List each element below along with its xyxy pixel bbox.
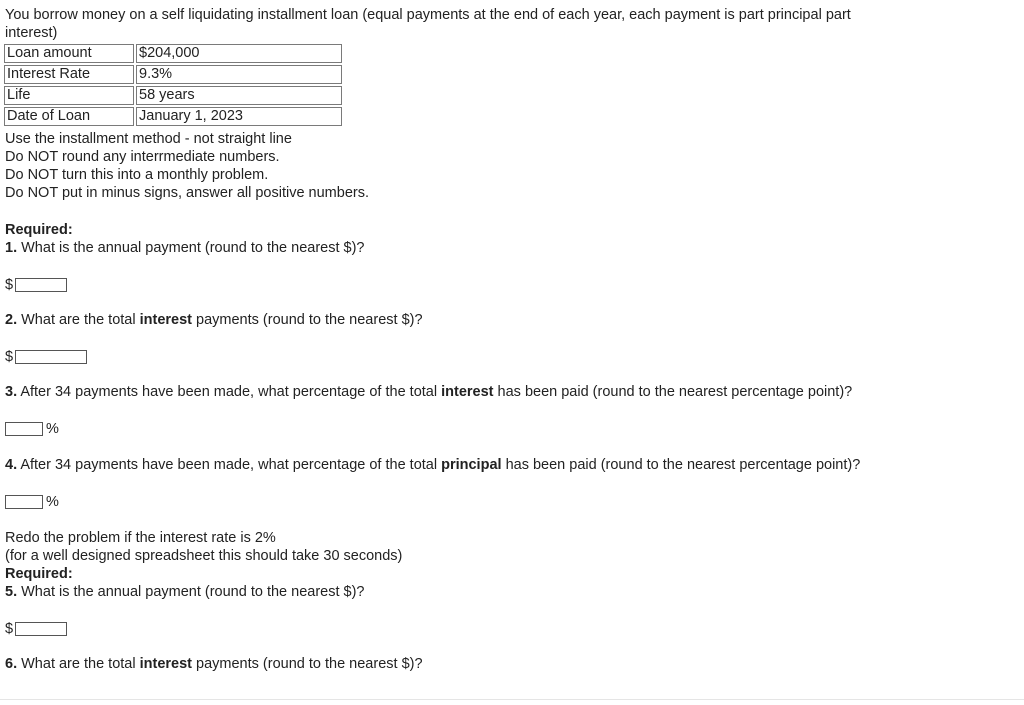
loan-amount-label: Loan amount [4,44,134,63]
required-heading: Required: [5,222,73,238]
percent-sign: % [46,494,59,510]
question-text: What are the total [21,656,136,672]
question-4 [5,456,1004,474]
question-emphasis: interest [139,656,192,672]
bottom-divider [0,699,1024,700]
annual-payment-input[interactable] [15,278,67,292]
table-row [4,86,342,105]
answer-1-row [5,275,1004,295]
dollar-sign: $ [5,349,14,365]
instruction-line: Do NOT round any interrmediate numbers. [5,149,280,165]
question-3 [5,383,1004,401]
loan-details-table [2,42,344,128]
instruction-line: Use the installment method - not straight line [5,131,292,147]
question-number: 2. [5,312,18,328]
question-text: payments (round to the nearest $)? [196,656,423,672]
table-row [4,65,342,84]
intro-line-1: You borrow money on a self liquidating installment loan (equal payments at the end of each year, each payment is part principal part [5,7,851,23]
table-row [4,44,342,63]
question-emphasis: interest [139,312,192,328]
redo-line-2: (for a well designed spreadsheet this should take 30 seconds) [5,548,403,564]
dollar-sign: $ [5,621,14,637]
answer-4-row [5,492,1004,512]
question-text: What is the annual payment (round to the nearest $)? [21,240,365,256]
question-number: 6. [5,656,18,672]
life-value: 58 years [136,86,342,105]
instructions [5,130,1004,202]
interest-rate-label: Interest Rate [4,65,134,84]
required-heading-2: Required: [5,566,73,582]
date-of-loan-label: Date of Loan [4,107,134,126]
life-label: Life [4,86,134,105]
question-emphasis: interest [441,384,494,400]
question-text: has been paid (round to the nearest percentage point)? [497,384,853,400]
redo-line-1: Redo the problem if the interest rate is 2% [5,530,276,546]
question-5 [5,583,1004,601]
question-number: 1. [5,240,18,256]
problem-content [5,6,1004,673]
redo-section [5,529,1004,565]
question-text: has been paid (round to the nearest percentage point)? [505,457,861,473]
loan-amount-value: $204,000 [136,44,342,63]
question-text: After 34 payments have been made, what percentage of the total [20,384,438,400]
question-1 [5,239,1004,257]
question-number: 4. [5,457,18,473]
instruction-line: Do NOT put in minus signs, answer all positive numbers. [5,185,369,201]
question-text: What are the total [21,312,136,328]
answer-3-row [5,419,1004,439]
annual-payment-2pct-input[interactable] [15,622,67,636]
question-number: 3. [5,384,18,400]
principal-percent-input[interactable] [5,495,43,509]
question-2 [5,311,1004,329]
percent-sign: % [46,421,59,437]
table-row [4,107,342,126]
question-text: What is the annual payment (round to the nearest $)? [21,584,365,600]
answer-5-row [5,619,1004,639]
interest-rate-value: 9.3% [136,65,342,84]
question-emphasis: principal [441,457,502,473]
date-of-loan-value: January 1, 2023 [136,107,342,126]
intro-line-2: interest) [5,25,58,41]
answer-2-row [5,347,1004,367]
problem-intro [5,6,1004,42]
question-text: After 34 payments have been made, what percentage of the total [20,457,438,473]
dollar-sign: $ [5,277,14,293]
question-number: 5. [5,584,18,600]
question-text: payments (round to the nearest $)? [196,312,423,328]
total-interest-input[interactable] [15,350,87,364]
interest-percent-input[interactable] [5,422,43,436]
instruction-line: Do NOT turn this into a monthly problem. [5,167,269,183]
question-6 [5,655,1004,673]
